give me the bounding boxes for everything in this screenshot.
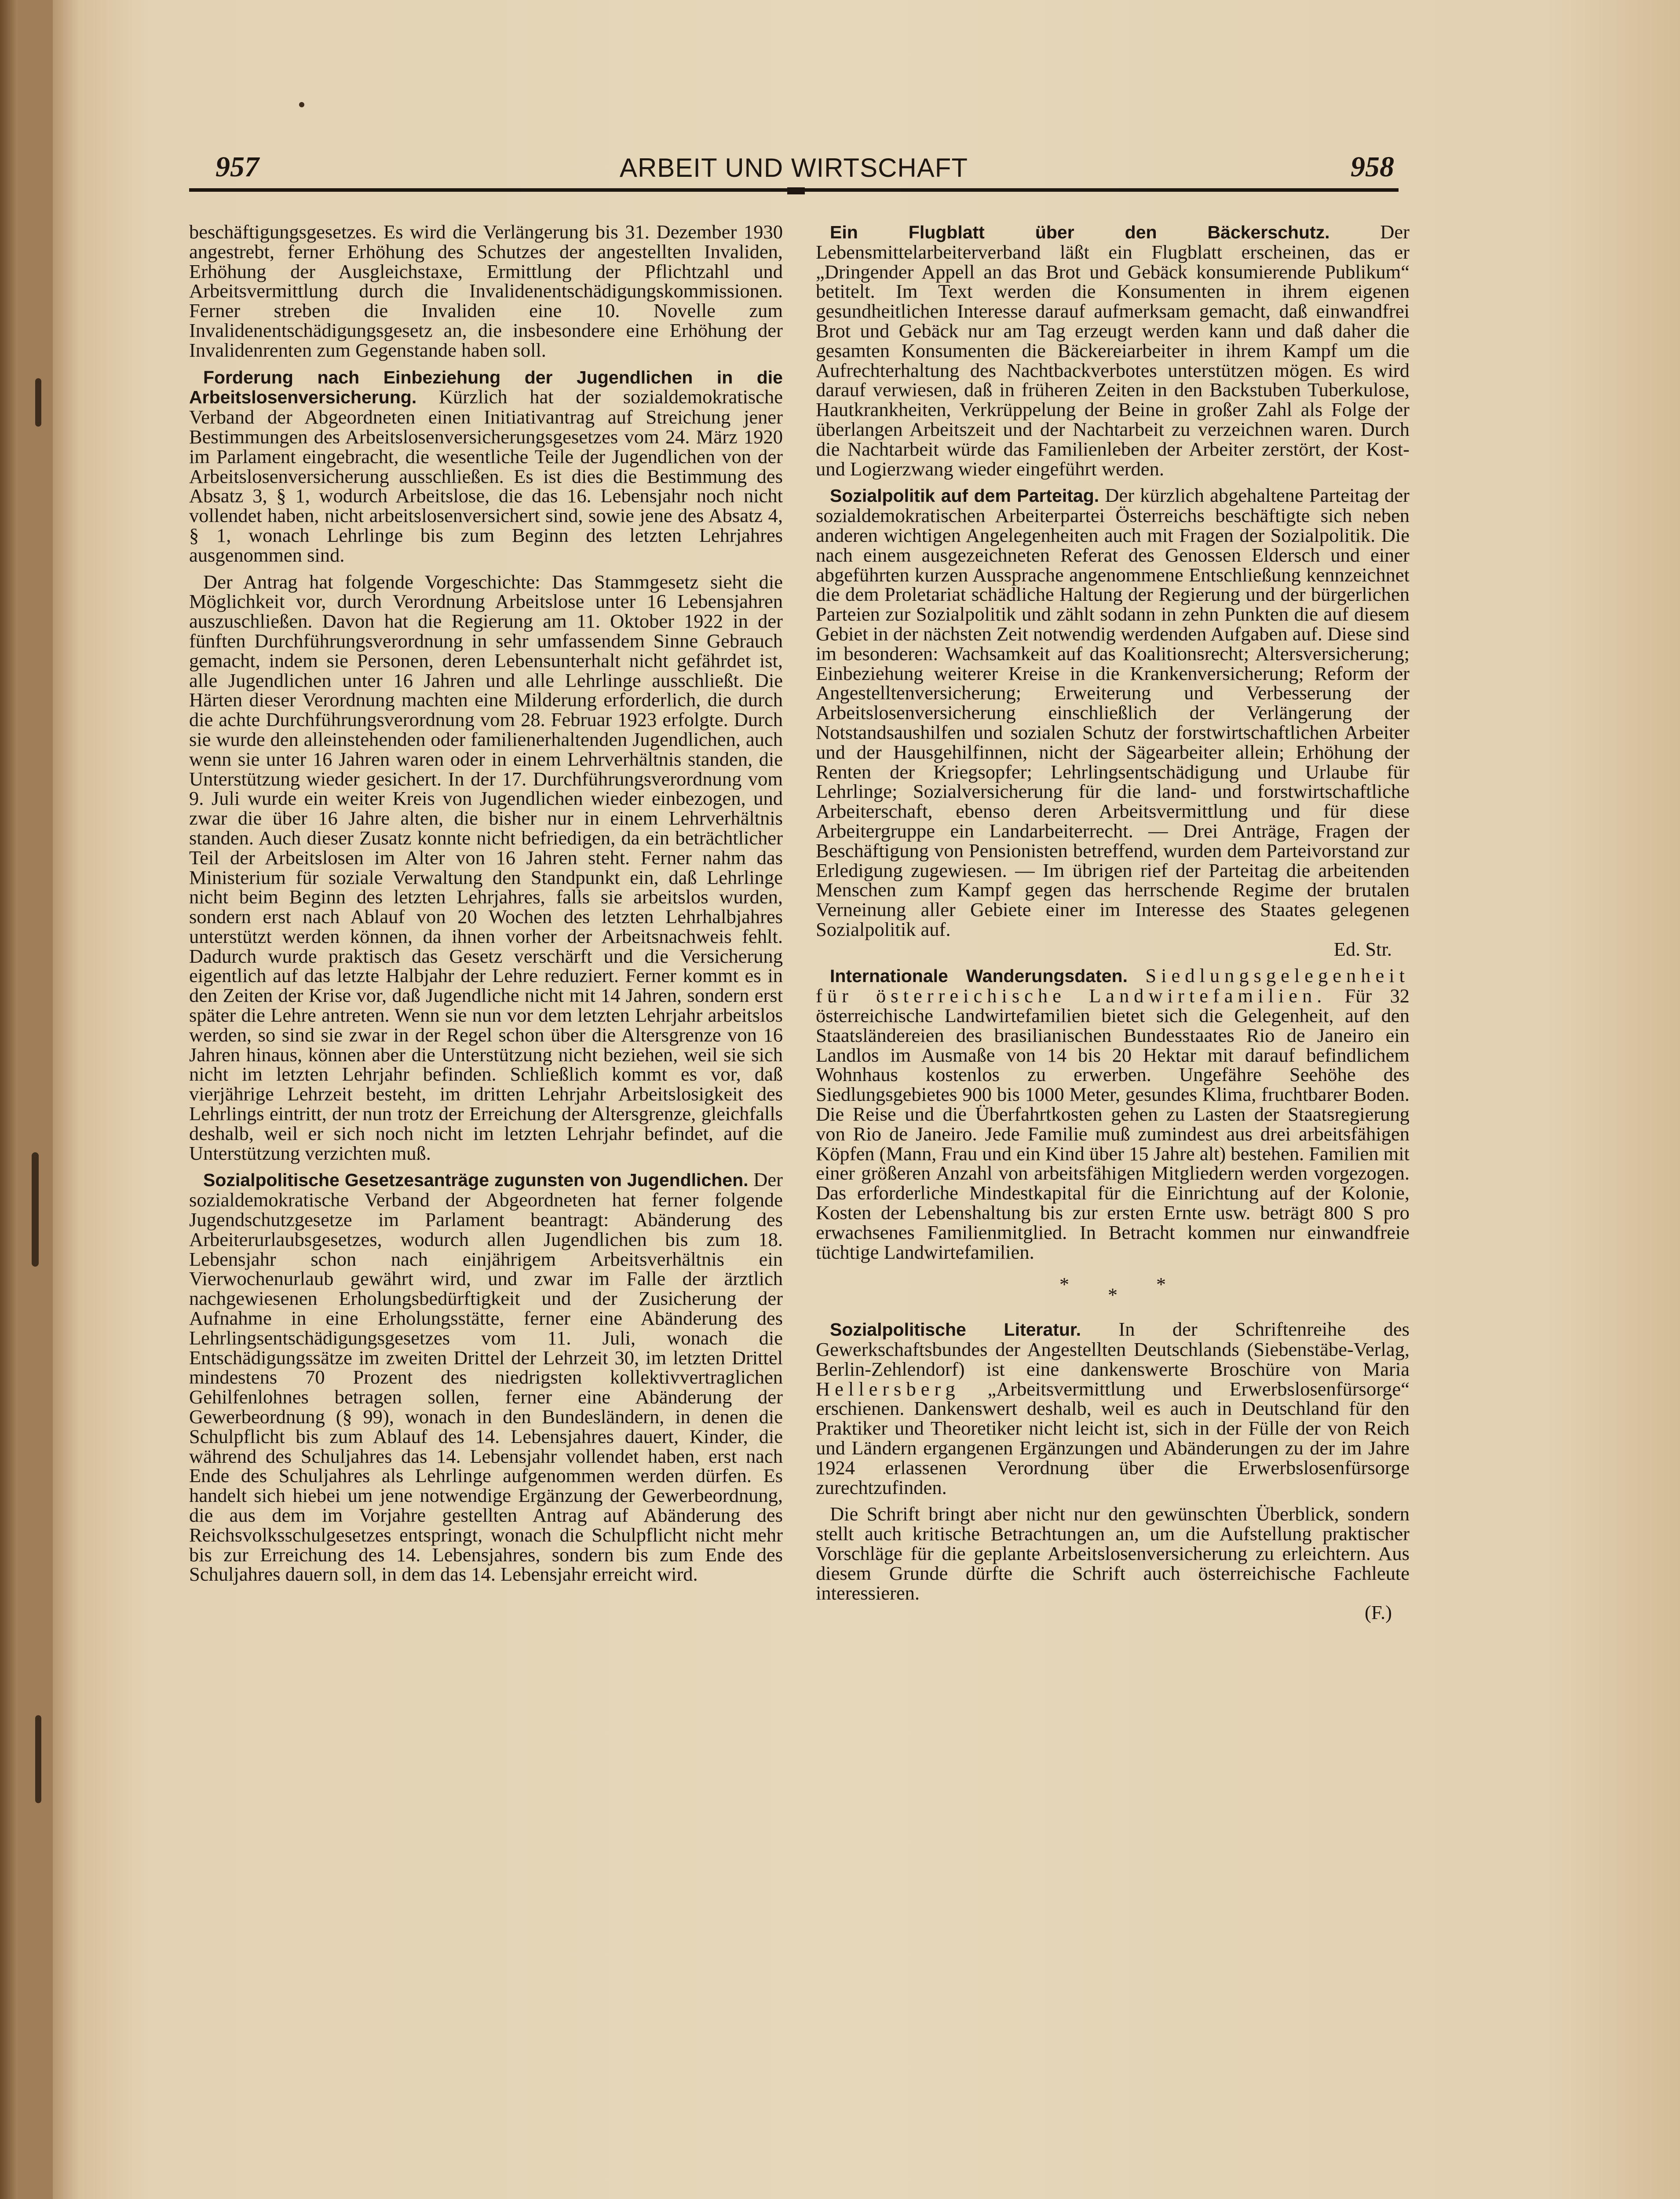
page-number-right: 958: [1351, 151, 1394, 183]
article-heading: Sozialpolitische Literatur.: [830, 1319, 1081, 1340]
article-gesetzesantraege: [189, 1170, 783, 1584]
paragraph-continued: beschäftigungsgesetzes. Es wird die Verlängerung bis 31. Dezember 1930 angestrebt, ferner Erhöhung des Schutzes der angestellten Invaliden, Erhöhung der Ausgleichstaxe, Ermittlung der Pflichtzahl und Arbeitsvermittlung durch die Invalidenentschädigungskommissionen. Ferner streben die Invaliden eine 10. Novelle zum Invalidenentschädigungsgesetz an, die insbesondere eine Erhöhung der Invalidenrenten zum Gegenstande haben soll.: [189, 221, 783, 361]
article-literatur: [816, 1319, 1410, 1497]
article-heading: Forderung nach Einbeziehung der Jugendlichen in die Arbeitslosenversicherung.: [189, 367, 783, 408]
article-body: Der Lebensmittelarbeiterverband läßt ein Flugblatt erscheinen, das er „Dringender Appell an das Brot und Gebäck konsumierende Publikum“ betitelt. Im Text werden die Konsumenten in ihrem eigenen gesundheitlichen Interesse darauf aufmerksam gemacht, daß einwandfrei Brot und Gebäck nur am Tag erzeugt werden kann und daß daher die gesamten Konsumenten die Bäckereiarbeiter in ihrem Kampf um die Aufrechterhaltung des Nachtbackverbotes unterstützen mögen. Es wird darauf verwiesen, daß in früheren Zeiten in den Backstuben Tuberkulose, Hautkrankheiten, Verkrüppelung der Beine in großer Zahl als Folge der überlangen Arbeitszeit und der Nachtarbeit zu verzeichnen waren. Durch die Nachtarbeit würde das Familienleben der Arbeiter zerstört, der Kost- und Logierzwang wieder eingeführt werden.: [816, 221, 1410, 480]
author-signature: Ed. Str.: [1333, 938, 1392, 960]
margin-mark: [35, 1715, 41, 1803]
article-paragraph: Der Antrag hat folgende Vorgeschichte: Das Stammgesetz sieht die Möglichkeit vor, durch Verordnung Arbeitslose unter 16 Lebensjahren auszuschließen. Davon hat die Regierung am 11. Oktober 1922 in der fünften Durchführungsverordnung in sehr umfassendem Sinne Gebrauch gemacht, indem sie Personen, deren Lebensunterhalt nicht gefährdet ist, alle Jugendlichen unter 16 Jahren und alle Lehrlinge ausschließt. Die Härten dieser Verordnung machten eine Milderung erforderlich, die durch die achte Durchführungsverordnung vom 28. Februar 1923 erfolgte. Durch sie wurde den alleinstehenden oder familienerhaltenden Jugendlichen, auch wenn sie unter 16 Jahren waren oder in einem Lehrverhältnis standen, die Unterstützung wieder gesichert. In der 17. Durchführungsverordnung vom 9. Juli wurde ein weiter Kreis von Jugendlichen wieder einbezogen, und zwar die über 16 Jahre alten, die bisher nur in einem Lehrverhältnis standen. Auch dieser Zusatz konnte nicht befriedigen, da ein beträchtlicher Teil der Arbeitslosen im Alter von 16 Jahren steht. Ferner nahm das Ministerium für soziale Verwaltung den Standpunkt ein, daß Lehrlinge nicht beim Beginn des letzten Lehrjahres, falls sie arbeitslos wurden, sondern erst nach Ablauf von 20 Wochen des letzten Lehrhalbjahres unterstützt werden können, da ihnen vorher der Arbeitsnachweis fehlt. Dadurch wurde praktisch das Gesetz verschärft und die Versicherung eigentlich auf das letzte Halbjahr der Lehre reduziert. Ferner kommt es in den Zeiten der Krise vor, daß Jugendliche nicht mit 14 Jahren, sondern erst später die Lehre antreten. Wenn sie nun vor dem letzten Lehrjahr arbeitslos werden, so sind sie zwar in der Regel schon über die Altersgrenze von 16 Jahren hinaus, können aber die Unterstützung nicht beziehen, weil sie sich nicht im letzten Lehrjahr befinden. Schließlich kommt es vor, daß vierjährige Lehrzeit besteht, im dritten Lehrjahr Arbeitslosigkeit des Lehrlings eintritt, der nun trotz der Erreichung der Altersgrenze, gleichfalls deshalb, weil er sich noch nicht im letzten Lehrjahr befindet, auf die Unterstützung verzichten muß.: [189, 570, 783, 1164]
header-rule-ornament: [787, 187, 805, 194]
article-heading: Ein Flugblatt über den Bäckerschutz.: [830, 222, 1330, 242]
article-heading: Sozialpolitische Gesetzesanträge zugunsten von Jugendlichen.: [203, 1170, 749, 1191]
asterisk: *: [1108, 1284, 1118, 1306]
spaced-subheading: Siedlungsgelegenheit für österreichische Landwirtefamilien.: [816, 964, 1410, 1007]
left-column: [189, 222, 783, 2047]
ink-dot: [299, 102, 304, 107]
article-paragraph: Die Schrift bringt aber nicht nur den gewünschten Überblick, sondern stellt auch kritische Betrachtungen an, um die Aufstellung praktischer Vorschläge für die geplante Arbeitslosenversicherung zu erleichtern. Aus diesem Grunde dürfte die Schrift auch österreichische Fachleute interessieren.: [816, 1503, 1410, 1604]
article-body: Der sozialdemokratische Verband der Abgeordneten hat ferner folgende Jugendschutzgesetze im Parlament beantragt: Abänderung des Arbeiterurlaubsgesetzes, wodurch allen Jugendlichen bis zum 18. Lebensjahr schon nach einjährigem Arbeitsverhältnis ein Vierwochenurlaub gewährt wird, und zwar im Falle der ärztlich nachgewiesenen Erholungsbedürftigkeit und der Zusicherung der Aufnahme in eine Erholungsstätte, ferner eine Abänderung des Lehrlingsentschädigungsgesetzes vom 11. Juli, wonach die Entschädigungssätze im zweiten Drittel der Lehrzeit 30, im letzten Drittel mindestens 70 Prozent des niedrigsten kollektivvertraglichen Gehilfenlohnes betragen sollen, ferner eine Abänderung der Gewerbeordnung (§ 99), wonach in den Bundesländern, in denen die Schulpflicht bis zum Ablauf des 14. Lebensjahres dauert, Kinder, die während des Schuljahres das 14. Lebensjahr vollendet haben, erst nach Ende des Schuljahres als Lehrlinge aufgenommen werden dürfen. Es handelt sich hiebei um jene notwendige Ergänzung der Gewerbeordnung, die aus dem im Vorjahre gestellten Antrag auf Abänderung des Reichsvolksschulgesetzes entspringt, wonach die Schulpflicht nicht mehr bis zur Erreichung des 14. Lebensjahres, sondern bis zum Ende des Schuljahres dauern soll, in dem das 14. Lebensjahr erreicht wird.: [189, 1169, 783, 1585]
article-baeckerschutz: [816, 222, 1410, 479]
section-separator-asterisks: [816, 1274, 1410, 1306]
asterisk: *: [1156, 1274, 1166, 1296]
page-binding-shadow: [0, 0, 18, 2199]
page-number-left: 957: [215, 151, 259, 183]
author-signature: (F.): [1365, 1601, 1392, 1624]
article-wanderungsdaten: [816, 966, 1410, 1262]
article-body: In der Schriftenreihe des Gewerkschaftsbundes der Angestellten Deutschlands (Siebenstäbe-Verlag, Berlin-Zehlendorf) ist eine dankenswerte Broschüre von Maria: [816, 1318, 1410, 1380]
right-column: [816, 222, 1410, 2047]
article-body: Für 32 österreichische Landwirtefamilien bietet sich die Gelegenheit, auf den Staatsländereien des brasilianischen Bundesstaates Rio de Janeiro ein Landlos im Ausmaße von 14 bis 20 Hektar mit darauf befindlichem Wohnhaus kostenlos zu erwerben. Ungefähre Seehöhe des Siedlungsgebietes 900 bis 1000 Meter, gesundes Klima, fruchtbarer Boden. Die Reise und die Überfahrtkosten gehen zu Lasten der Staatsregierung von Rio de Janeiro. Jede Familie muß zumindest aus drei arbeitsfähigen Köpfen (Mann, Frau und ein Kind über 15 Jahre alt) bestehen. Familien mit einer größeren Anzahl von arbeitsfähigen Mitgliedern werden vorgezogen. Das erforderliche Mindestkapital für die Einrichtung auf der Kolonie, Kosten der Lebenshaltung bis zur ersten Ernte usw. beträgt 800 S pro erwachsenes Familienmitglied. In Betracht kommen nur einwandfreie tüchtige Landwirtefamilien.: [816, 985, 1410, 1263]
author-name-spaced: Hellersberg: [816, 1377, 960, 1400]
article-body: Der kürzlich abgehaltene Parteitag der sozialdemokratischen Arbeiterpartei Österreichs beschäftigte sich neben anderen wichtigen Angelegenheiten auch mit Fragen der Sozialpolitik. Die nach einem ausgezeichneten Referat des Genossen Eldersch und einer abgeführten kurzen Aussprache angenommene Entschließung kennzeichnet die dem Proletariat schädliche Haltung der Regierung und der bürgerlichen Parteien zur Sozialpolitik und zählt sodann in zehn Punkten die auf diesem Gebiet in der nächsten Zeit notwendig werdenden Aufgaben auf. Diese sind im besonderen: Wachsamkeit auf das Koalitionsrecht; Altersversicherung; Einbeziehung weiterer Kreise in die Krankenversicherung; Reform der Angestelltenversicherung; Erweiterung und Verbesserung der Arbeitslosenversicherung einschließlich der Verlängerung der Notstandsaushilfen und sozialen Schutz der forstwirtschaftlichen Arbeiter und der Hausgehilfinnen, nicht der Sägearbeiter allein; Erhöhung der Renten der Kriegsopfer; Lehrlingsentschädigung und Urlaube für Lehrlinge; Sozialversicherung für die land- und forstwirtschaftliche Arbeiterschaft, ebenso deren Arbeitsvermittlung und für diese Arbeitergruppe ein Landarbeiterrecht. — Drei Anträge, Fragen der Beschäftigung von Pensionisten betreffend, wurden dem Parteivorstand zur Erledigung zugewiesen. — Im übrigen rief der Parteitag die arbeitenden Menschen zum Kampf gegen das herrschende Regime der brutalen Verneinung aller Gebiete einer im Interesse des Staates gelegenen Sozialpolitik auf.: [816, 484, 1410, 940]
margin-mark: [35, 378, 41, 427]
article-heading: Sozialpolitik auf dem Parteitag.: [830, 486, 1099, 506]
article-heading: Internationale Wanderungsdaten.: [830, 966, 1128, 986]
article-body: „Arbeitsvermittlung und Erwerbslosenfürsorge“ erschienen. Dankenswert deshalb, weil es auch in Deutschland für den Praktiker und Theoretiker nicht leicht ist, sich in der Fülle der von Reich und Ländern ergangenen Ergänzungen und Abänderungen zu der im Jahre 1924 erlassenen Verordnung über die Erwerbslosenfürsorge zurechtzufinden.: [816, 1377, 1410, 1498]
article-jugendliche-arbeitslosenversicherung: [189, 367, 783, 565]
asterisk: *: [1059, 1274, 1069, 1296]
journal-title: ARBEIT UND WIRTSCHAFT: [619, 153, 968, 183]
article-parteitag: [816, 486, 1410, 939]
article-body: Kürzlich hat der sozialdemokratische Verband der Abgeordneten einen Initiativantrag auf Streichung jener Bestimmungen des Arbeitslosenversicherungsgesetzes vom 24. März 1920 im Parlament eingebracht, die wesentliche Teile der Jugendlichen von der Arbeitslosenversicherung ausschließen. Es ist dies die Bestimmung des Absatz 3, § 1, wodurch Arbeitslose, die das 16. Lebensjahr noch nicht vollendet haben, nicht arbeitslosenversichert sind, sowie jene des Absatz 4, § 1, wonach Lehrlinge bis zum Beginn des letzten Lehrjahres ausgenommen sind.: [189, 386, 783, 566]
running-header: [189, 150, 1399, 198]
margin-mark: [32, 1152, 39, 1267]
